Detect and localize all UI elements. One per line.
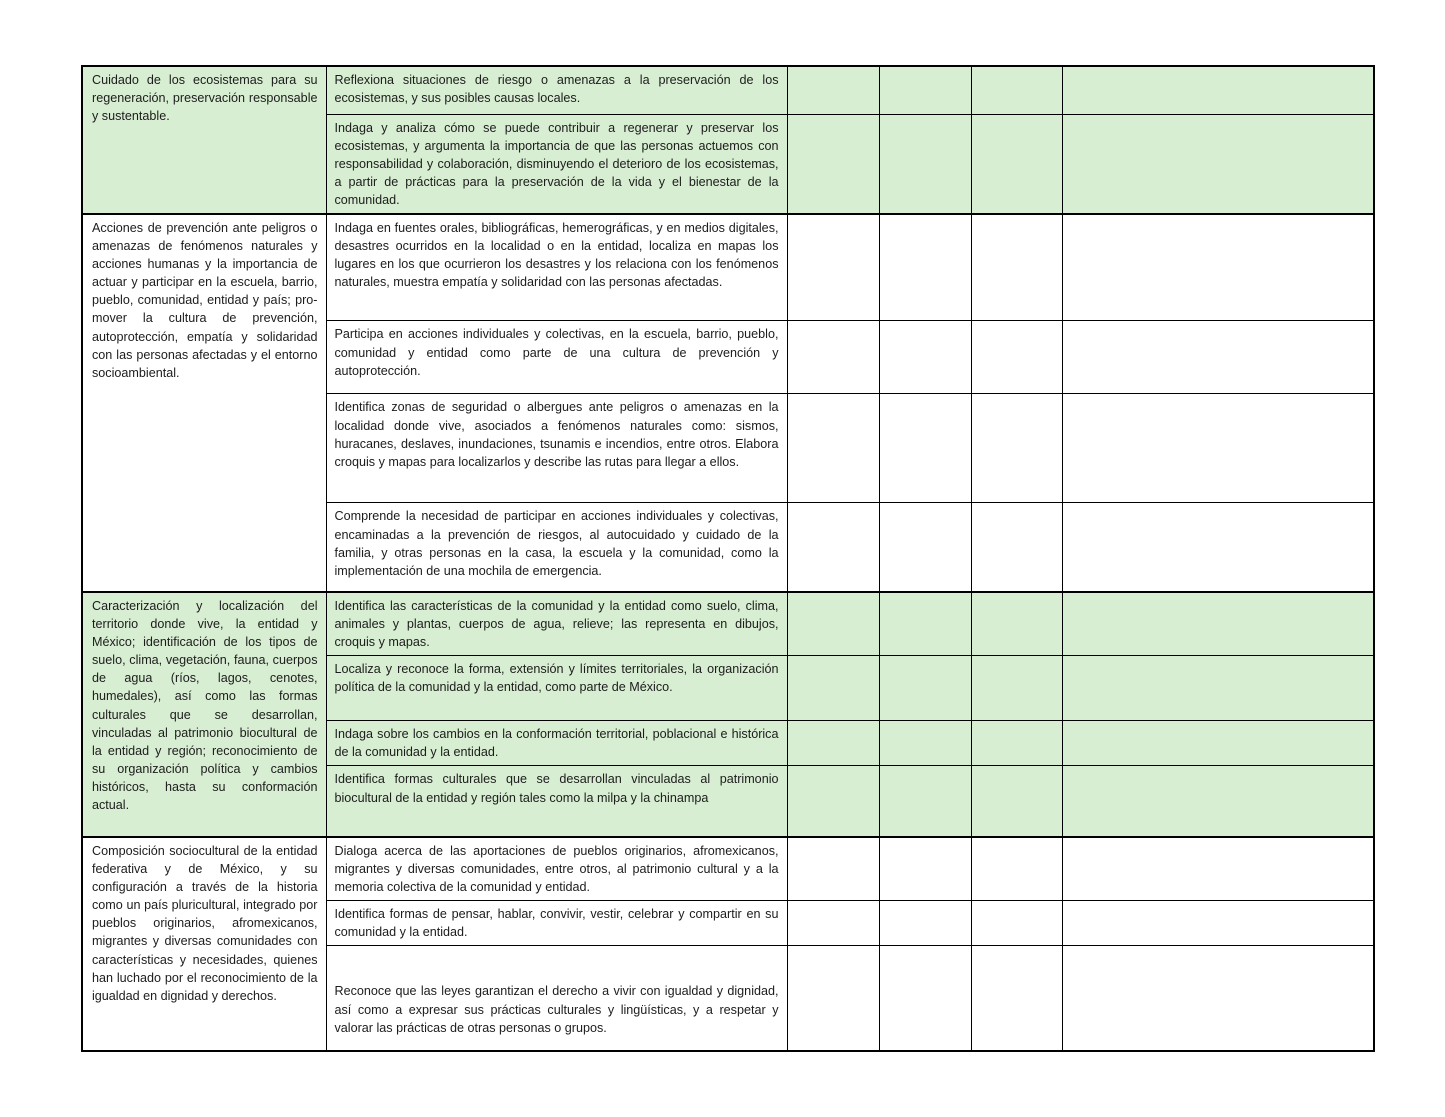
process-cell: Comprende la necesidad de participar en acciones individuales y colectivas, encaminadas a la prevención de riesgos, al autocuidado y cuidado de la familia, y otras personas en la casa, la escuela y la comunidad, como la implementación de una mochila de emergencia.: [326, 503, 787, 592]
evaluation-cell: [971, 321, 1062, 394]
observations-cell: [1062, 503, 1374, 592]
observations-cell: [1062, 394, 1374, 503]
observations-cell: [1062, 837, 1374, 901]
evaluation-cell: [971, 656, 1062, 721]
evaluation-cell: [879, 656, 971, 721]
evaluation-cell: [787, 114, 879, 214]
process-cell: Indaga en fuentes orales, bibliográficas, hemerográficas, y en medios digitales, desastres ocurridos en la localidad o en la entidad, localiza en mapas los lugares en los que ocurrieron los desastres y los relaciona con los fenómenos naturales, muestra empatía y solidaridad con las personas afectadas.: [326, 214, 787, 321]
observations-cell: [1062, 721, 1374, 766]
evaluation-cell: [879, 214, 971, 321]
evaluation-cell: [787, 66, 879, 114]
evaluation-cell: [971, 503, 1062, 592]
evaluation-cell: [787, 766, 879, 837]
process-cell: Reflexiona situaciones de riesgo o amenazas a la preservación de los ecosistemas, y sus posibles causas locales.: [326, 66, 787, 114]
process-cell: Reconoce que las leyes garantizan el derecho a vivir con igualdad y dignidad, así como a expresar sus prácticas culturales y lingüísticas, y a respetar y valorar las prácticas de otras personas o grupos.: [326, 946, 787, 1051]
evaluation-cell: [787, 394, 879, 503]
evaluation-cell: [879, 592, 971, 656]
evaluation-cell: [971, 766, 1062, 837]
process-cell: Localiza y reconoce la forma, extensión y límites territoriales, la organización política de la comunidad y la entidad, como parte de México.: [326, 656, 787, 721]
process-cell: Dialoga acerca de las aportaciones de pueblos originarios, afromexicanos, migrantes y diversas comunidades, entre otros, al patrimonio cultural y a la memoria colectiva de la comunidad y entidad.: [326, 837, 787, 901]
evaluation-cell: [971, 901, 1062, 946]
process-cell: Indaga sobre los cambios en la conformación territorial, poblacional e histórica de la comunidad y la entidad.: [326, 721, 787, 766]
process-cell: Identifica formas de pensar, hablar, convivir, vestir, celebrar y compartir en su comunidad y la entidad.: [326, 901, 787, 946]
evaluation-cell: [787, 946, 879, 1051]
observations-cell: [1062, 321, 1374, 394]
evaluation-cell: [971, 721, 1062, 766]
observations-cell: [1062, 592, 1374, 656]
evaluation-cell: [879, 394, 971, 503]
evaluation-cell: [787, 214, 879, 321]
evaluation-cell: [971, 214, 1062, 321]
content-cell: Acciones de prevención ante peligros o amenazas de fenómenos naturales y acciones humanas y la importancia de actuar y participar en la escuela, barrio, pueblo, comunidad, entidad y país; pro- mover la cultura de prevención, autoprotección, empatía y solidaridad con las personas afectadas y el entorno socioambiental.: [82, 214, 326, 592]
evaluation-cell: [879, 66, 971, 114]
evaluation-cell: [879, 114, 971, 214]
evaluation-cell: [879, 901, 971, 946]
evaluation-cell: [879, 721, 971, 766]
evaluation-cell: [879, 766, 971, 837]
observations-cell: [1062, 766, 1374, 837]
process-cell: Participa en acciones individuales y colectivas, en la escuela, barrio, pueblo, comunidad y entidad como parte de una cultura de prevención y autoprotección.: [326, 321, 787, 394]
curriculum-table: [81, 65, 1375, 1052]
observations-cell: [1062, 114, 1374, 214]
observations-cell: [1062, 901, 1374, 946]
observations-cell: [1062, 214, 1374, 321]
evaluation-cell: [787, 721, 879, 766]
evaluation-cell: [971, 946, 1062, 1051]
content-cell: Cuidado de los ecosistemas para su regeneración, preservación responsable y sustentable.: [82, 66, 326, 214]
evaluation-cell: [787, 503, 879, 592]
observations-cell: [1062, 946, 1374, 1051]
evaluation-cell: [787, 592, 879, 656]
evaluation-cell: [787, 656, 879, 721]
process-cell: Indaga y analiza cómo se puede contribuir a regenerar y preservar los ecosistemas, y argumenta la importancia de que las personas actuemos con responsabilidad y colaboración, disminuyendo el deterioro de los ecosistemas, a partir de prácticas para la preservación de la vida y el bienestar de la comunidad.: [326, 114, 787, 214]
evaluation-cell: [971, 837, 1062, 901]
evaluation-cell: [971, 66, 1062, 114]
evaluation-cell: [971, 394, 1062, 503]
evaluation-cell: [879, 946, 971, 1051]
process-cell: Identifica formas culturales que se desarrollan vinculadas al patrimonio biocultural de la entidad y región tales como la milpa y la chinampa: [326, 766, 787, 837]
content-cell: Caracterización y localización del territorio donde vive, la entidad y México; identificación de los tipos de suelo, clima, vegetación, fauna, cuerpos de agua (ríos, lagos, cenotes, humedales), así como las formas culturales que se desarrollan, vinculadas al patrimonio biocultural de la entidad y región; reconocimiento de su organización política y cambios históricos, hasta su conformación actual.: [82, 592, 326, 837]
evaluation-cell: [879, 503, 971, 592]
observations-cell: [1062, 656, 1374, 721]
content-cell: Composición sociocultural de la entidad federativa y de México, y su configuración a través de la historia como un país pluricultural, integrado por pueblos originarios, afromexicanos, migrantes y diversas comunidades con características y necesidades, quienes han luchado por el reconocimiento de la igualdad en dignidad y derechos.: [82, 837, 326, 1051]
evaluation-cell: [971, 592, 1062, 656]
evaluation-cell: [787, 321, 879, 394]
evaluation-cell: [971, 114, 1062, 214]
process-cell: Identifica zonas de seguridad o albergues ante peligros o amenazas en la localidad donde vive, asociados a fenómenos naturales como: sismos, huracanes, deslaves, inundaciones, tsunamis e incendios, entre otros. Elabora croquis y mapas para localizarlos y describe las rutas para llegar a ellos.: [326, 394, 787, 503]
process-cell: Identifica las características de la comunidad y la entidad como suelo, clima, animales y plantas, cuerpos de agua, relieve; las representa en dibujos, croquis y mapas.: [326, 592, 787, 656]
evaluation-cell: [787, 837, 879, 901]
evaluation-cell: [879, 321, 971, 394]
evaluation-cell: [879, 837, 971, 901]
observations-cell: [1062, 66, 1374, 114]
evaluation-cell: [787, 901, 879, 946]
